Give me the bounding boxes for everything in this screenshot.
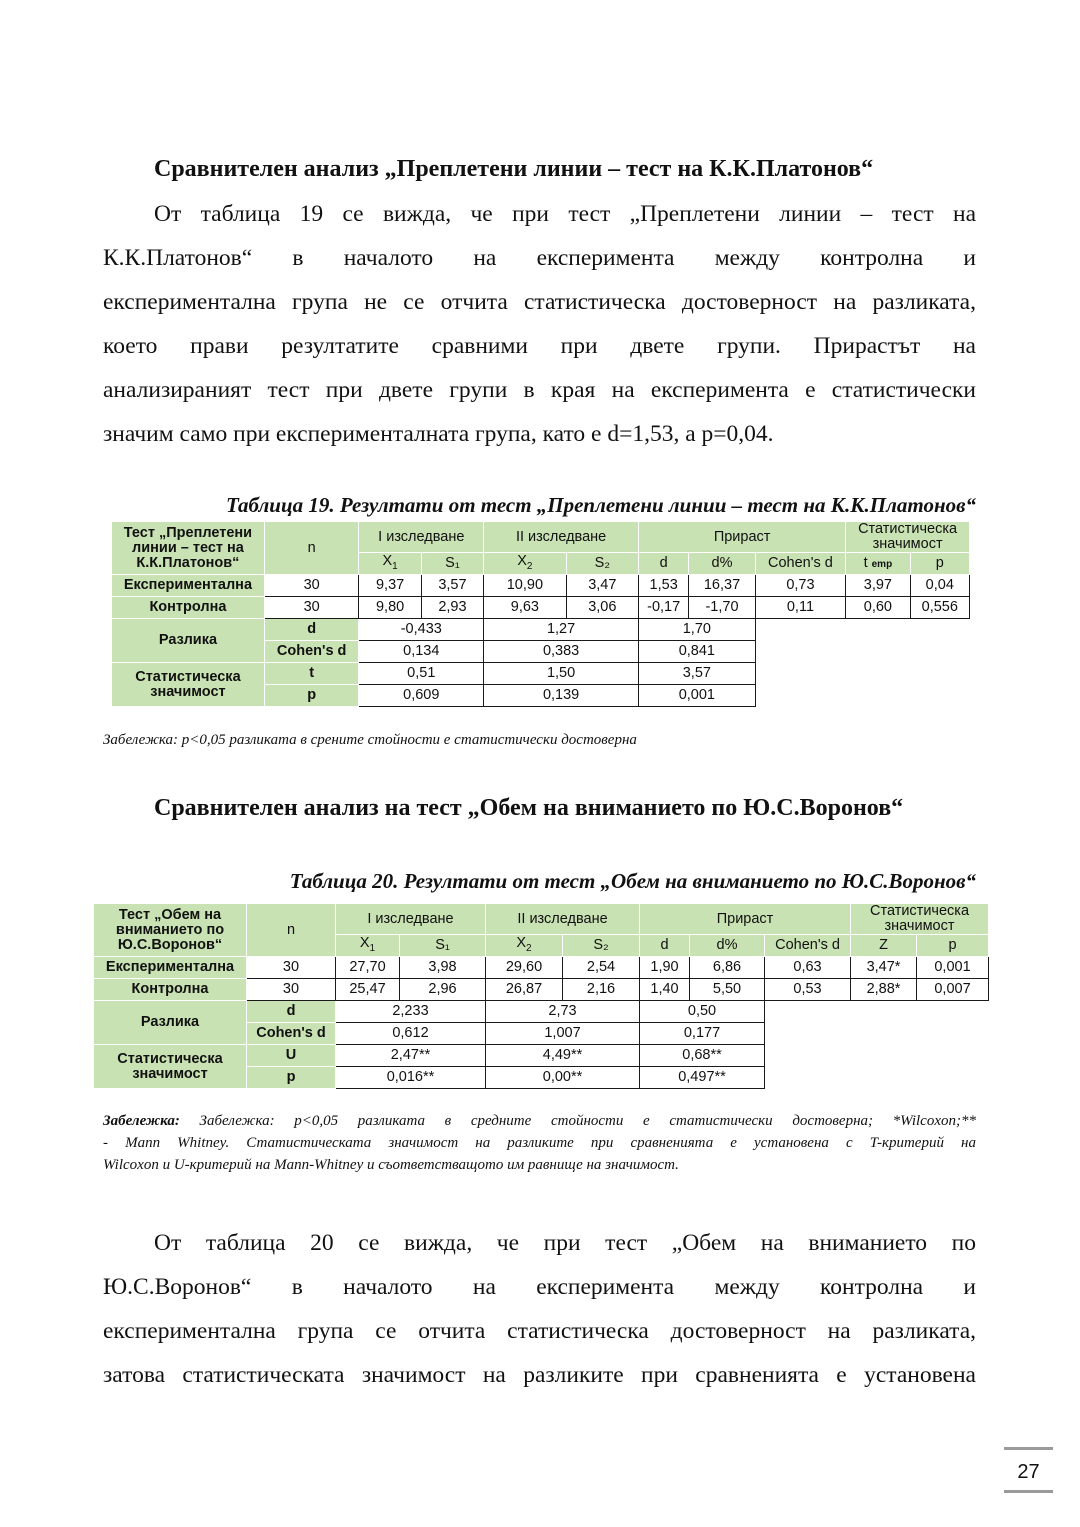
- cell: -0,433: [359, 619, 484, 641]
- table20-n-header: n: [247, 904, 336, 957]
- cell: 0,612: [336, 1023, 486, 1045]
- cell: -1,70: [689, 597, 755, 619]
- row-key: p: [247, 1067, 336, 1089]
- table19-gain-header: Прираст: [639, 522, 846, 553]
- table19-s2-header: S₂: [566, 553, 638, 575]
- note-line: Wilcoxon и U-критерий на Mann-Whitney и съответстващото им равнище на значимост.: [103, 1157, 679, 1173]
- table20-group1-header: I изследване: [336, 904, 486, 935]
- table19-group1-header: I изследване: [359, 522, 484, 553]
- cell: 3,47*: [851, 957, 917, 979]
- cell: 0,001: [917, 957, 989, 979]
- table20: [93, 903, 989, 1089]
- cell: 0,609: [359, 685, 484, 707]
- cell: 0,51: [359, 663, 484, 685]
- cell: 3,57: [421, 575, 483, 597]
- cell: 9,63: [484, 597, 566, 619]
- cell: 26,87: [486, 979, 563, 1001]
- cell: 30: [247, 957, 336, 979]
- cell: 4,49**: [486, 1045, 640, 1067]
- table20-caption: Таблица 20. Резултати от тест „Обем на вниманието по Ю.С.Воронов“: [289, 869, 976, 893]
- cell: 30: [264, 597, 359, 619]
- table19-group2-header: II изследване: [484, 522, 639, 553]
- paragraph-line: От таблица 20 се вижда, че при тест „Обем на вниманието по: [154, 1230, 976, 1256]
- cell: 0,68**: [640, 1045, 765, 1067]
- table-row: [112, 597, 970, 619]
- row-label: Контролна: [112, 597, 265, 619]
- cell: 16,37: [689, 575, 755, 597]
- note-line: [103, 1110, 976, 1132]
- table20-test-label: Тест „Обем на вниманието по Ю.С.Воронов“: [94, 904, 247, 957]
- row-key: p: [264, 685, 359, 707]
- table19-x1-header: $\overline{X}_1$: [359, 553, 421, 575]
- row-key: Cohen's d: [247, 1023, 336, 1045]
- table20-dpct-header: d%: [690, 935, 765, 957]
- paragraph-line: К.К.Платонов“ в началото на експеримента между контролна и: [103, 245, 976, 271]
- cell: 0,841: [639, 641, 756, 663]
- table-row: [94, 957, 989, 979]
- cell: 2,47**: [336, 1045, 486, 1067]
- cell: 2,73: [486, 1001, 640, 1023]
- cell: 1,70: [639, 619, 756, 641]
- cell: 1,27: [484, 619, 639, 641]
- cell: 0,383: [484, 641, 639, 663]
- table-row: [94, 1001, 989, 1023]
- row-key: Cohen's d: [264, 641, 359, 663]
- table20-group2-header: II изследване: [486, 904, 640, 935]
- cell: 0,11: [755, 597, 846, 619]
- cell: 1,40: [640, 979, 690, 1001]
- paragraph-line: значим само при експерименталната група, като е d=1,53, а p=0,04.: [103, 421, 774, 447]
- cell: 3,57: [639, 663, 756, 685]
- cell: 1,007: [486, 1023, 640, 1045]
- row-key: d: [247, 1001, 336, 1023]
- paragraph-line: експериментална група не се отчита статистическа достоверност на разликата,: [103, 289, 976, 315]
- table-row: [112, 619, 970, 641]
- paragraph-line: което прави резултатите сравними при двете групи. Прирастът на: [103, 333, 976, 359]
- table-row: [112, 663, 970, 685]
- table-row: [112, 575, 970, 597]
- table-row: [94, 1045, 989, 1067]
- cell: 2,233: [336, 1001, 486, 1023]
- table20-p-header: p: [917, 935, 989, 957]
- table20-d-header: d: [640, 935, 690, 957]
- page-number: 27: [1004, 1447, 1053, 1493]
- cell: 0,134: [359, 641, 484, 663]
- table20-gain-header: Прираст: [640, 904, 851, 935]
- cell: 1,50: [484, 663, 639, 685]
- table19-test-label: Тест „Преплетени линии – тест на К.К.Платонов“: [112, 522, 265, 575]
- note-line: - Mann Whitney. Статистическата значимост на разликите при сравненията е установена с T-критерий на: [103, 1135, 976, 1151]
- row-label: Статистическа значимост: [112, 663, 265, 707]
- cell: 10,90: [484, 575, 566, 597]
- cell: 0,53: [765, 979, 851, 1001]
- table20-s2-header: S₂: [563, 935, 640, 957]
- section-heading-voronov: Сравнителен анализ на тест „Обем на вниманието по Ю.С.Воронов“: [154, 795, 904, 821]
- paragraph-line: От таблица 19 се вижда, че при тест „Преплетени линии – тест на: [154, 201, 976, 227]
- table19-cohen-header: Cohen's d: [755, 553, 846, 575]
- cell: 3,98: [400, 957, 486, 979]
- table19-t-header: t emp: [846, 553, 910, 575]
- cell: 0,007: [917, 979, 989, 1001]
- table20-s1-header: S₁: [400, 935, 486, 957]
- table19-note: Забележка: p<0,05 разликата в срените стойности е статистически достоверна: [103, 732, 637, 748]
- paragraph-platonov: [103, 192, 976, 456]
- cell: 5,50: [690, 979, 765, 1001]
- table20-x2-header: $\overline{X}_2$: [486, 935, 563, 957]
- table19-d-header: d: [639, 553, 689, 575]
- cell: 0,60: [846, 597, 910, 619]
- cell: 3,97: [846, 575, 910, 597]
- table20-note: [103, 1110, 976, 1176]
- table19-caption: Таблица 19. Резултати от тест „Преплетени линии – тест на К.К.Платонов“: [225, 493, 976, 517]
- paragraph-voronov: [103, 1221, 976, 1397]
- cell: 0,04: [910, 575, 969, 597]
- cell: 0,016**: [336, 1067, 486, 1089]
- table20-x1-header: $\overline{X}_1$: [336, 935, 400, 957]
- table20-sig-header: Статистическа значимост: [851, 904, 989, 935]
- paragraph-line: експериментална група се отчита статистическа достоверност на разликата,: [103, 1318, 976, 1344]
- row-key: t: [264, 663, 359, 685]
- cell: 0,177: [640, 1023, 765, 1045]
- cell: 0,50: [640, 1001, 765, 1023]
- cell: 1,90: [640, 957, 690, 979]
- row-label: Статистическа значимост: [94, 1045, 247, 1089]
- paragraph-line: Ю.С.Воронов“ в началото на експеримента между контролна и: [103, 1274, 976, 1300]
- cell: 3,06: [566, 597, 638, 619]
- paragraph-line: анализираният тест при двете групи в края на експеримента е статистически: [103, 377, 976, 403]
- table19-n-header: n: [264, 522, 359, 575]
- cell: 9,80: [359, 597, 421, 619]
- cell: 0,497**: [640, 1067, 765, 1089]
- cell: 0,00**: [486, 1067, 640, 1089]
- row-label: Експериментална: [94, 957, 247, 979]
- table-row: [94, 979, 989, 1001]
- note-text: Забележка: p<0,05 разликата в средните стойности е статистически достоверна; *Wilcoxon;**: [179, 1113, 976, 1129]
- table20-z-header: Z: [851, 935, 917, 957]
- cell: -0,17: [639, 597, 689, 619]
- table19-p-header: p: [910, 553, 969, 575]
- cell: 0,556: [910, 597, 969, 619]
- note-bold: Забележка:: [103, 1113, 180, 1129]
- cell: 29,60: [486, 957, 563, 979]
- cell: 2,16: [563, 979, 640, 1001]
- cell: 25,47: [336, 979, 400, 1001]
- cell: 0,001: [639, 685, 756, 707]
- table19-s1-header: S₁: [421, 553, 483, 575]
- cell: 30: [264, 575, 359, 597]
- row-label: Разлика: [112, 619, 265, 663]
- cell: 3,47: [566, 575, 638, 597]
- cell: 0,73: [755, 575, 846, 597]
- cell: 0,139: [484, 685, 639, 707]
- cell: 1,53: [639, 575, 689, 597]
- row-key: d: [264, 619, 359, 641]
- cell: 6,86: [690, 957, 765, 979]
- table19-dpct-header: d%: [689, 553, 755, 575]
- cell: 27,70: [336, 957, 400, 979]
- cell: 30: [247, 979, 336, 1001]
- cell: 2,96: [400, 979, 486, 1001]
- row-label: Контролна: [94, 979, 247, 1001]
- table20-cohen-header: Cohen's d: [765, 935, 851, 957]
- paragraph-line: затова статистическата значимост на разликите при сравненията е установена: [103, 1362, 976, 1388]
- row-label: Експериментална: [112, 575, 265, 597]
- cell: 9,37: [359, 575, 421, 597]
- table19: [111, 521, 970, 707]
- cell: 2,93: [421, 597, 483, 619]
- section-heading-platonov: Сравнителен анализ „Преплетени линии – тест на К.К.Платонов“: [154, 156, 874, 182]
- table19-sig-header: Статистическа значимост: [846, 522, 970, 553]
- row-label: Разлика: [94, 1001, 247, 1045]
- table19-x2-header: $\overline{X}_2$: [484, 553, 566, 575]
- cell: 2,88*: [851, 979, 917, 1001]
- row-key: U: [247, 1045, 336, 1067]
- cell: 2,54: [563, 957, 640, 979]
- cell: 0,63: [765, 957, 851, 979]
